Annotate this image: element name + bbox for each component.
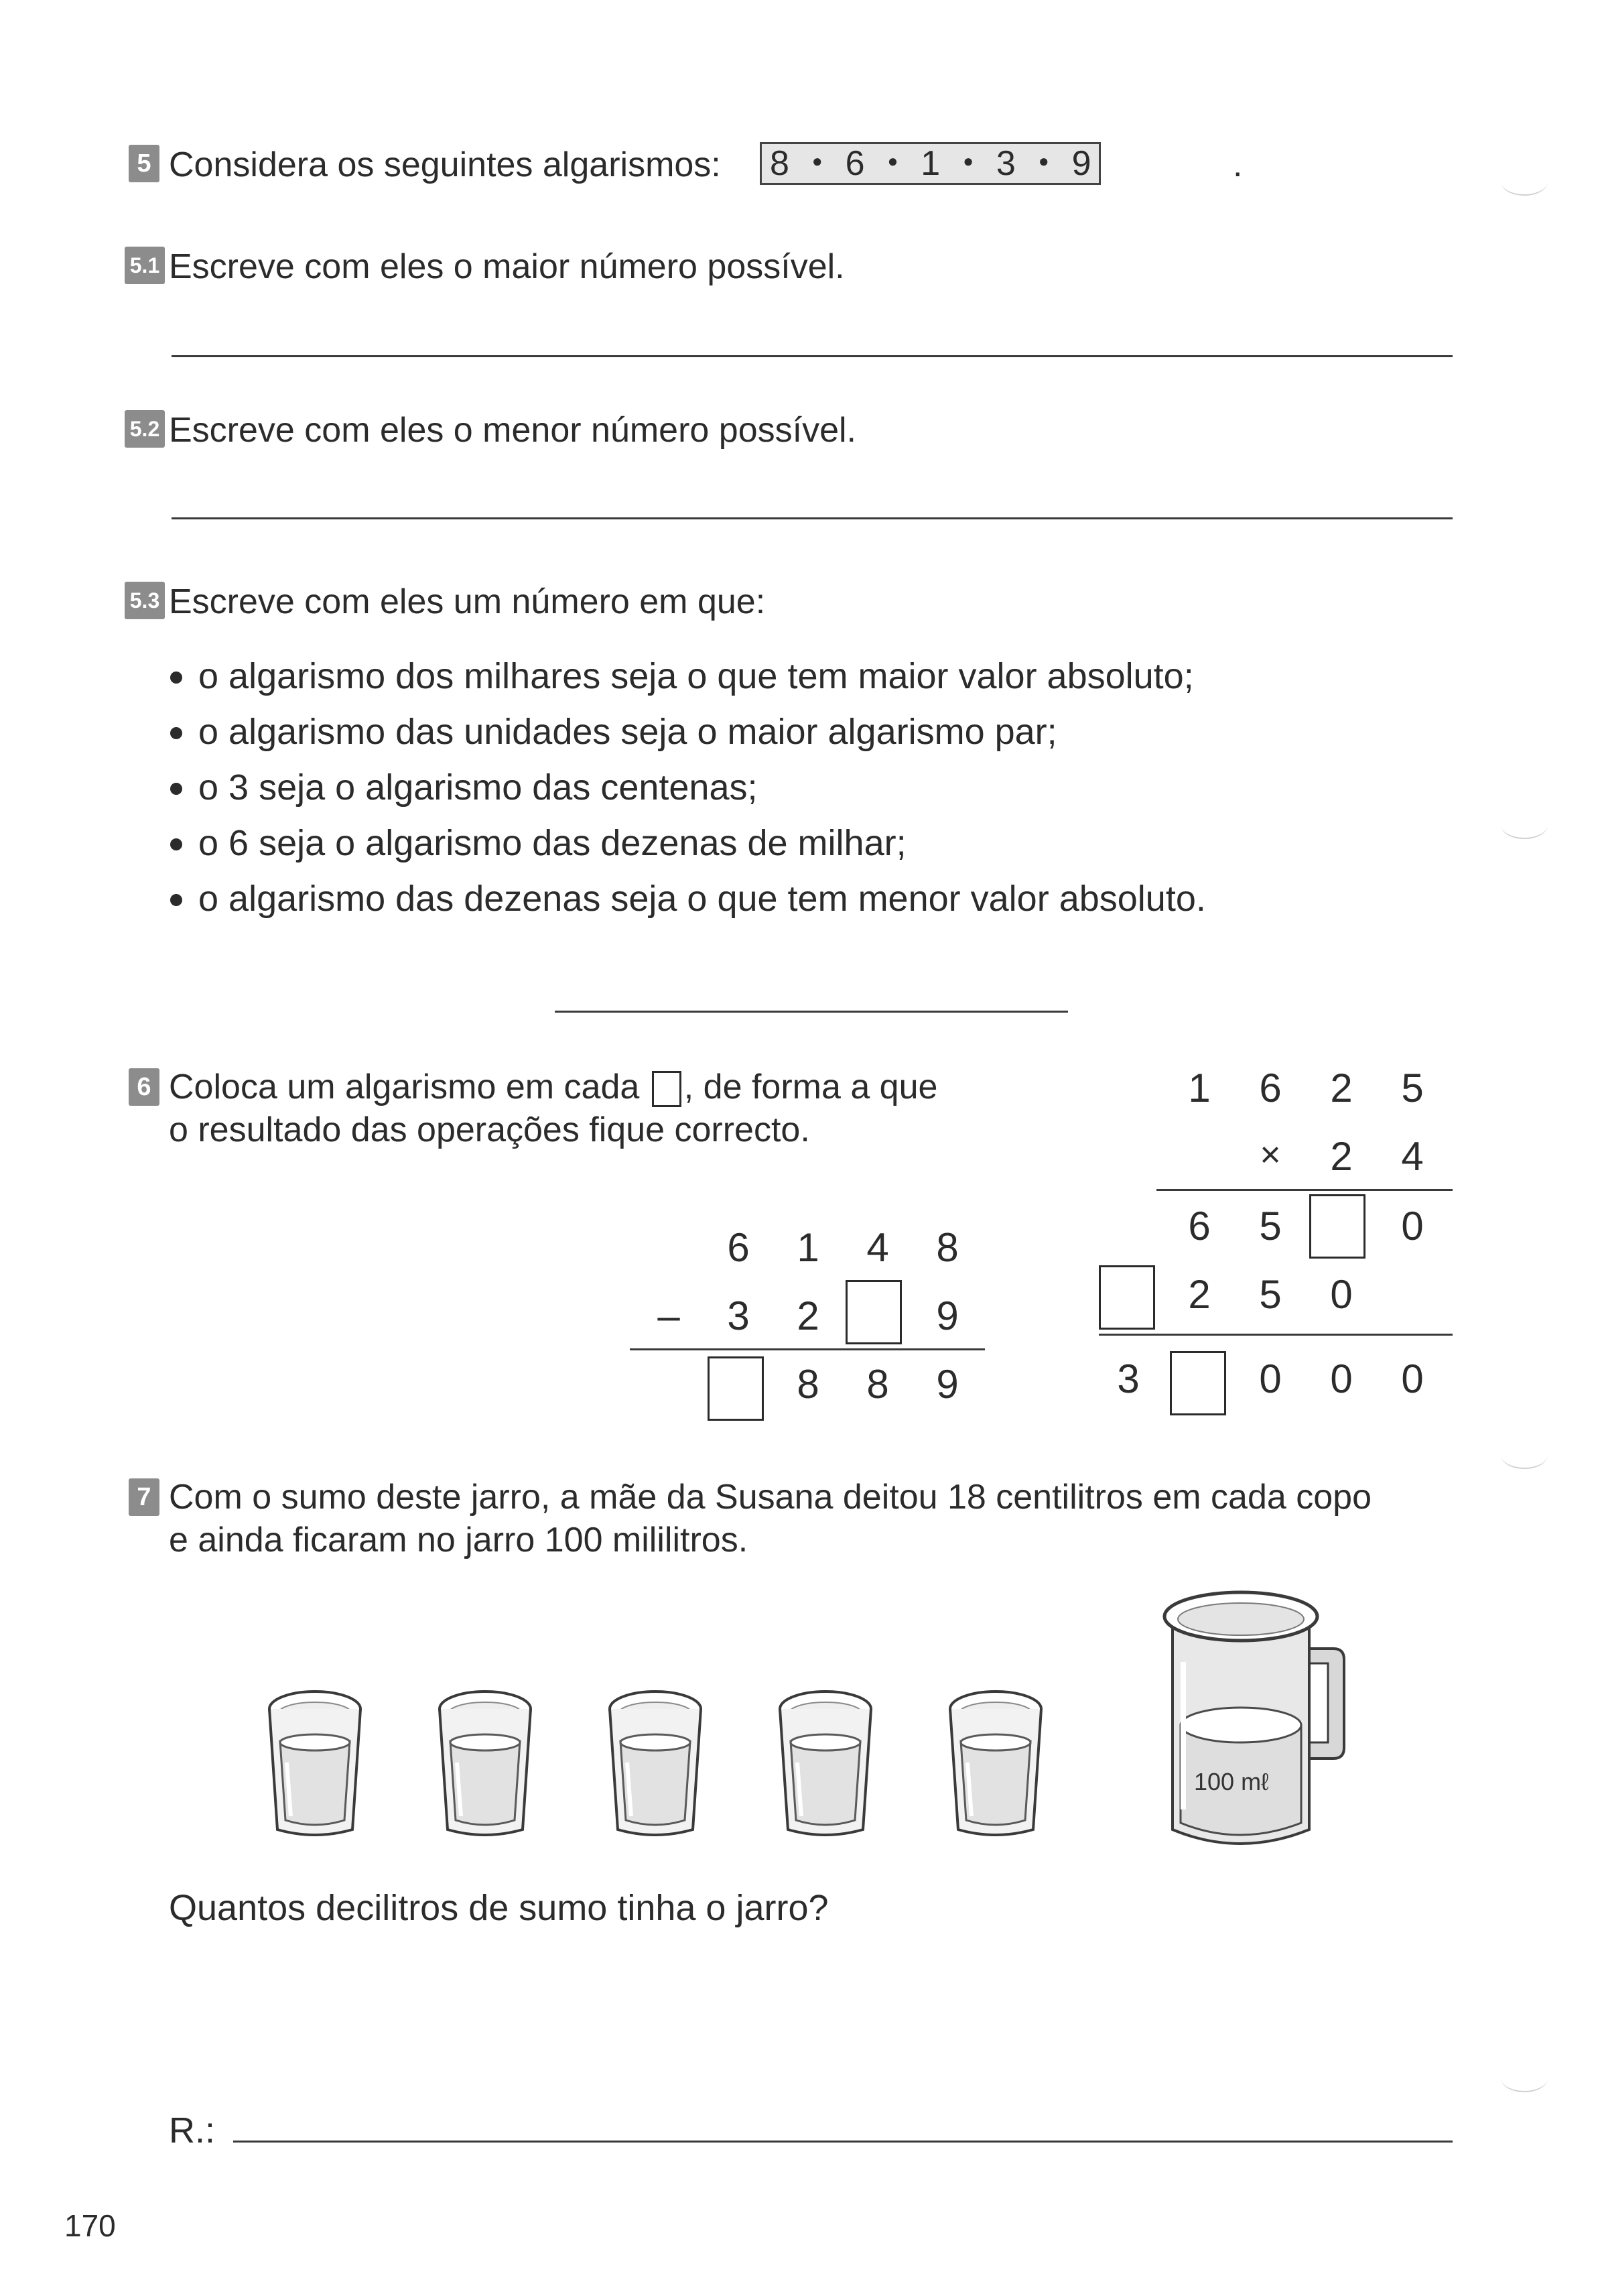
jug-label: 100 mℓ xyxy=(1194,1768,1269,1795)
subtraction-digit: 8 xyxy=(866,1362,889,1407)
multiplication-digit: 3 xyxy=(1117,1356,1140,1401)
multiplication-digit: 1 xyxy=(1188,1066,1211,1110)
glasses-illustration xyxy=(261,1689,1065,1843)
times-sign: × xyxy=(1260,1135,1281,1175)
subtraction-digit: 3 xyxy=(727,1293,750,1338)
digits-box xyxy=(760,142,1101,185)
question-5-1-badge: 5.1 xyxy=(125,247,165,284)
multiplication-result-line xyxy=(1099,1334,1453,1336)
bullet-dot xyxy=(170,672,182,684)
multiplication-digit: 0 xyxy=(1259,1356,1282,1401)
question-5-text: Considera os seguintes algarismos: xyxy=(169,145,721,184)
bullet-dot xyxy=(170,838,182,850)
answer-line-5-3[interactable] xyxy=(555,1011,1068,1013)
multiplication-digit: 2 xyxy=(1330,1066,1353,1110)
question-5-1-text: Escreve com eles o maior número possível. xyxy=(169,247,845,286)
digit: 8 xyxy=(770,144,789,183)
answer-line-7[interactable] xyxy=(233,2141,1453,2143)
multiplication-digit: 0 xyxy=(1401,1204,1424,1249)
glass-icon xyxy=(440,1692,531,1835)
glass-icon xyxy=(780,1692,871,1835)
subtraction-blank-box[interactable] xyxy=(708,1356,764,1421)
multiplication-digit: 6 xyxy=(1188,1204,1211,1249)
separator-dot: ● xyxy=(811,150,823,171)
subtraction-digit: 8 xyxy=(797,1362,819,1407)
question-6-badge: 6 xyxy=(129,1068,159,1106)
multiplication-digit: 5 xyxy=(1259,1204,1282,1249)
multiplication-digit: 2 xyxy=(1188,1272,1211,1317)
subtraction-blank-box[interactable] xyxy=(846,1280,902,1344)
bullet-dot xyxy=(170,894,182,906)
digit: 6 xyxy=(845,144,865,183)
bullet-dot xyxy=(170,783,182,795)
digit: 9 xyxy=(1071,144,1091,183)
question-6-text-a: Coloca um algarismo em cada xyxy=(169,1068,640,1106)
question-6-text-b: , de forma a que xyxy=(683,1068,938,1106)
page-number: 170 xyxy=(64,2208,116,2243)
answer-label: R.: xyxy=(169,2110,216,2151)
subtraction-digit: 9 xyxy=(936,1293,959,1338)
subtraction-digit: 9 xyxy=(936,1362,959,1407)
question-5-3-text: Escreve com eles um número em que: xyxy=(169,582,766,621)
answer-line-5-2[interactable] xyxy=(172,517,1453,519)
question-7-badge: 7 xyxy=(129,1478,159,1516)
digit: 1 xyxy=(921,144,941,183)
answer-line-5-1[interactable] xyxy=(172,355,1453,357)
subtraction-digit: 8 xyxy=(936,1225,959,1270)
digit: 3 xyxy=(996,144,1016,183)
question-6-line1 xyxy=(169,1068,937,1107)
bullet-dot xyxy=(170,727,182,739)
multiplication-digit: 0 xyxy=(1401,1356,1424,1401)
scan-mark xyxy=(1501,1441,1548,1469)
condition-item: o algarismo das dezenas seja o que tem menor valor absoluto. xyxy=(198,879,1206,919)
condition-item: o 6 seja o algarismo das dezenas de milhar; xyxy=(198,823,907,863)
question-5-3-badge: 5.3 xyxy=(125,582,165,619)
glass-icon xyxy=(269,1692,360,1835)
multiplication-digit: 0 xyxy=(1330,1356,1353,1401)
condition-item: o algarismo das unidades seja o maior algarismo par; xyxy=(198,712,1057,752)
multiplication-digit: 6 xyxy=(1259,1066,1282,1110)
scan-mark xyxy=(1501,2064,1548,2092)
glass-icon xyxy=(950,1692,1041,1835)
subtraction-result-line xyxy=(630,1348,985,1350)
example-empty-box xyxy=(652,1071,681,1107)
multiplication-line xyxy=(1156,1189,1453,1191)
condition-item: o algarismo dos milhares seja o que tem maior valor absoluto; xyxy=(198,656,1194,696)
digits-period: . xyxy=(1233,145,1243,184)
multiplication-digit: 5 xyxy=(1259,1272,1282,1317)
separator-dot: ● xyxy=(887,150,898,171)
condition-item: o 3 seja o algarismo das centenas; xyxy=(198,767,758,808)
multiplication-blank-box[interactable] xyxy=(1099,1265,1155,1330)
scan-mark xyxy=(1501,168,1548,196)
question-6-line2: o resultado das operações fique correcto. xyxy=(169,1110,810,1149)
subtraction-digit: 4 xyxy=(866,1225,889,1270)
question-7-line2: e ainda ficaram no jarro 100 mililitros. xyxy=(169,1521,748,1559)
multiplication-digit: 2 xyxy=(1330,1134,1353,1179)
subtraction-digit: 1 xyxy=(797,1225,819,1270)
question-7-question: Quantos decilitros de sumo tinha o jarro? xyxy=(169,1888,829,1928)
jug-icon xyxy=(1152,1582,1367,1863)
minus-sign: – xyxy=(657,1293,680,1338)
subtraction-digit: 2 xyxy=(797,1293,819,1338)
multiplication-digit: 4 xyxy=(1401,1134,1424,1179)
separator-dot: ● xyxy=(1038,150,1049,171)
multiplication-blank-box[interactable] xyxy=(1309,1194,1365,1259)
question-5-2-badge: 5.2 xyxy=(125,410,165,448)
multiplication-blank-box[interactable] xyxy=(1170,1351,1226,1415)
glass-icon xyxy=(610,1692,701,1835)
subtraction-digit: 6 xyxy=(727,1225,750,1270)
multiplication-digit: 0 xyxy=(1330,1272,1353,1317)
question-5-badge: 5 xyxy=(129,145,159,182)
separator-dot: ● xyxy=(963,150,974,171)
scan-mark xyxy=(1501,811,1548,839)
question-5-2-text: Escreve com eles o menor número possível. xyxy=(169,411,856,450)
multiplication-digit: 5 xyxy=(1401,1066,1424,1110)
question-7-line1: Com o sumo deste jarro, a mãe da Susana deitou 18 centilitros em cada copo xyxy=(169,1478,1372,1517)
